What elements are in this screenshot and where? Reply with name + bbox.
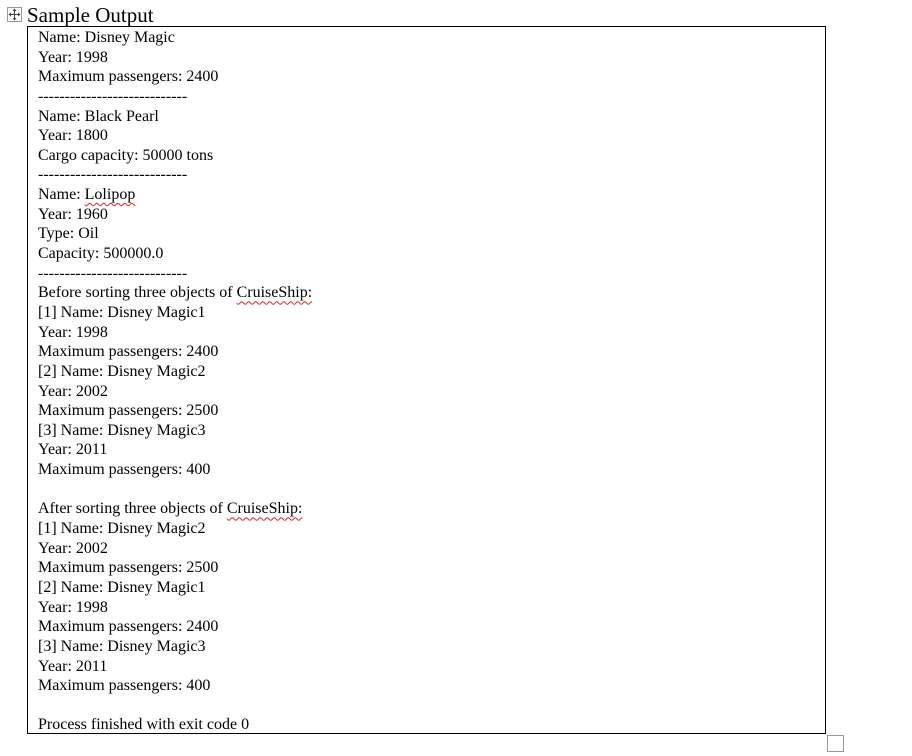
output-line-text: Process finished with exit code 0 [38, 716, 250, 734]
output-line-text: Name: [38, 186, 85, 204]
output-line [38, 460, 312, 480]
output-line [38, 165, 312, 185]
output-line-text: Maximum passengers: 400 [38, 677, 211, 695]
move-arrows-icon [8, 8, 21, 21]
output-line-text: [1] Name: Disney Magic2 [38, 520, 206, 538]
console-output [38, 28, 312, 734]
output-line [38, 283, 312, 303]
output-line [38, 244, 312, 264]
output-line-text: ---------------------------- [38, 166, 188, 184]
output-line [38, 87, 312, 107]
output-line [38, 657, 312, 677]
output-line [38, 264, 312, 284]
output-line-text [38, 697, 42, 714]
output-line-text: Cargo capacity: 50000 tons [38, 146, 214, 164]
spellcheck-flagged-word: Lolipop [84, 186, 136, 204]
output-line [38, 499, 312, 519]
table-move-handle[interactable] [7, 7, 22, 22]
output-line [38, 637, 312, 657]
output-line [38, 578, 312, 598]
spellcheck-flagged-word: CruiseShip: [236, 284, 313, 302]
output-line-text: Maximum passengers: 2400 [38, 618, 219, 636]
output-line [38, 617, 312, 637]
output-line-text: [2] Name: Disney Magic2 [38, 362, 206, 380]
output-line-text: Type: Oil [38, 225, 99, 243]
output-line [38, 28, 312, 48]
output-line-text: Year: 1960 [38, 205, 108, 223]
output-line-text: After sorting three objects of [38, 500, 227, 518]
output-line-text: Year: 2002 [38, 539, 108, 557]
output-line-text: Name: Black Pearl [38, 107, 159, 125]
output-line-text: [1] Name: Disney Magic1 [38, 303, 206, 321]
output-line [38, 303, 312, 323]
output-line [38, 382, 312, 402]
output-line [38, 146, 312, 166]
output-line-text: Maximum passengers: 2400 [38, 68, 219, 86]
output-line [38, 401, 312, 421]
output-line-text: [3] Name: Disney Magic3 [38, 421, 206, 439]
output-line [38, 67, 312, 87]
output-line-text: Year: 2011 [38, 441, 108, 459]
output-line [38, 342, 312, 362]
output-line [38, 598, 312, 618]
output-line-text [38, 481, 42, 498]
output-line [38, 205, 312, 225]
output-line-text: Year: 1800 [38, 127, 108, 145]
output-line [38, 48, 312, 68]
output-line [38, 323, 312, 343]
output-line-text: Year: 2011 [38, 657, 108, 675]
output-line [38, 676, 312, 696]
output-line-text: ---------------------------- [38, 264, 188, 282]
output-table-cell[interactable] [27, 26, 826, 734]
output-line [38, 421, 312, 441]
table-resize-handle[interactable] [827, 735, 844, 752]
output-line [38, 126, 312, 146]
output-line-text: ---------------------------- [38, 87, 188, 105]
output-line [38, 362, 312, 382]
blank-line [38, 480, 312, 500]
blank-line [38, 696, 312, 716]
output-line-text: [2] Name: Disney Magic1 [38, 578, 206, 596]
output-line-text: Maximum passengers: 2400 [38, 343, 219, 361]
output-line-text: Name: Disney Magic [38, 29, 175, 46]
output-line-text: Maximum passengers: 2500 [38, 559, 219, 577]
output-line [38, 107, 312, 127]
output-line [38, 715, 312, 734]
output-line [38, 185, 312, 205]
output-line [38, 440, 312, 460]
output-line-text: [3] Name: Disney Magic3 [38, 637, 206, 655]
output-line-text: Maximum passengers: 400 [38, 461, 211, 479]
sample-output-heading: Sample Output [27, 3, 154, 27]
output-line-text: Before sorting three objects of [38, 284, 237, 302]
output-line-text: Maximum passengers: 2500 [38, 402, 219, 420]
output-line [38, 539, 312, 559]
output-line-text: Year: 2002 [38, 382, 108, 400]
output-line-text: Year: 1998 [38, 598, 108, 616]
output-line-text: Capacity: 500000.0 [38, 245, 164, 263]
output-line [38, 519, 312, 539]
output-line [38, 224, 312, 244]
spellcheck-flagged-word: CruiseShip: [226, 500, 303, 518]
resize-handle-icon [828, 736, 843, 751]
output-line-text: Year: 1998 [38, 323, 108, 341]
output-line-text: Year: 1998 [38, 48, 108, 66]
output-line [38, 558, 312, 578]
